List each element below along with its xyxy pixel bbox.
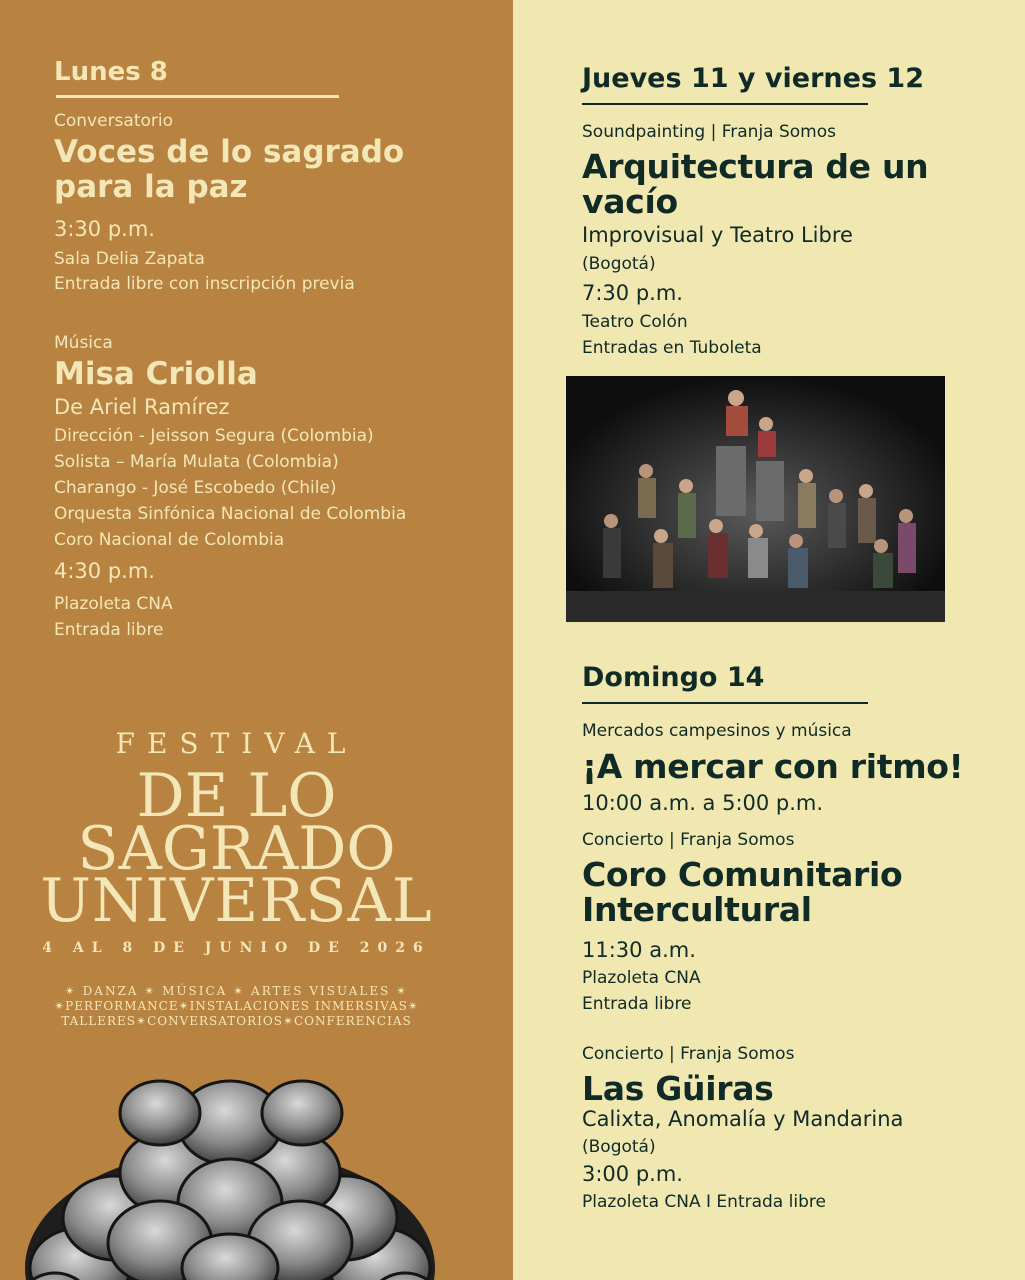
credit-line: Coro Nacional de Colombia [54,530,285,550]
event-entry: Entrada libre [54,620,164,640]
event-company: Improvisual y Teatro Libre [582,223,853,247]
event-category: Concierto | Franja Somos [582,830,795,850]
event-title: Arquitectura de un vacío [582,147,929,221]
event-category: Soundpainting | Franja Somos [582,122,837,142]
festival-disciplines: TALLERES✴CONVERSATORIOS✴CONFERENCIAS [61,1014,412,1028]
event-venue: Teatro Colón [582,312,688,332]
festival-label: FESTIVAL [115,727,358,760]
festival-title-line: UNIVERSAL [40,866,433,936]
credit-line: Orquesta Sinfónica Nacional de Colombia [54,504,407,524]
divider [582,702,868,704]
event-category: Concierto | Franja Somos [582,1044,795,1064]
event-venue-entry: Plazoleta CNA I Entrada libre [582,1192,826,1212]
event-title: Misa Criolla [54,356,258,392]
event-title: Las Güiras [582,1069,774,1108]
festival-dates: 4 AL 8 DE JUNIO DE 2026 [42,940,431,956]
festival-disciplines: ✴PERFORMANCE✴INSTALACIONES INMERSIVAS✴ [54,999,419,1013]
event-time: 7:30 p.m. [582,281,683,305]
event-entry: Entrada libre [582,994,692,1014]
event-title: Voces de lo sagrado para la paz [54,134,405,205]
credit-line: Solista – María Mulata (Colombia) [54,452,339,472]
event-category: Mercados campesinos y música [582,721,852,741]
stage-performance-photo [566,376,945,622]
event-time: 3:30 p.m. [54,217,155,241]
day-heading: Jueves 11 y viernes 12 [582,63,924,94]
event-company: Calixta, Anomalía y Mandarina [582,1107,904,1131]
right-column [513,0,1025,1280]
credit-line: Dirección - Jeisson Segura (Colombia) [54,426,374,446]
event-entry: Entradas en Tuboleta [582,338,762,358]
event-category: Música [54,333,113,353]
festival-title-line: DE LO [136,761,337,831]
event-venue: Plazoleta CNA [582,968,701,988]
event-category: Conversatorio [54,111,174,131]
credit-line: Charango - José Escobedo (Chile) [54,478,337,498]
event-origin: (Bogotá) [582,1137,656,1157]
event-credits [54,423,494,553]
festival-title-line: SAGRADO [77,814,396,884]
event-time: 3:00 p.m. [582,1162,683,1186]
event-venue: Sala Delia Zapata [54,249,205,269]
event-venue: Plazoleta CNA [54,594,173,614]
event-title: Coro Comunitario Intercultural [582,855,903,929]
day-heading: Lunes 8 [54,57,168,87]
event-title: ¡A mercar con ritmo! [582,747,964,786]
event-time: 10:00 a.m. a 5:00 p.m. [582,791,824,815]
festival-disciplines: ✴ DANZA ✴ MÚSICA ✴ ARTES VISUALES ✴ [64,984,409,998]
event-entry: Entrada libre con inscripción previa [54,274,355,294]
divider [582,103,868,105]
event-time: 4:30 p.m. [54,559,155,583]
event-time: 11:30 a.m. [582,938,696,962]
stone-flower-image [20,1068,440,1280]
stage-photo-graphic [566,376,945,622]
event-origin: (Bogotá) [582,254,656,274]
divider [56,95,339,98]
event-subtitle: De Ariel Ramírez [54,395,230,419]
day-heading: Domingo 14 [582,662,765,693]
